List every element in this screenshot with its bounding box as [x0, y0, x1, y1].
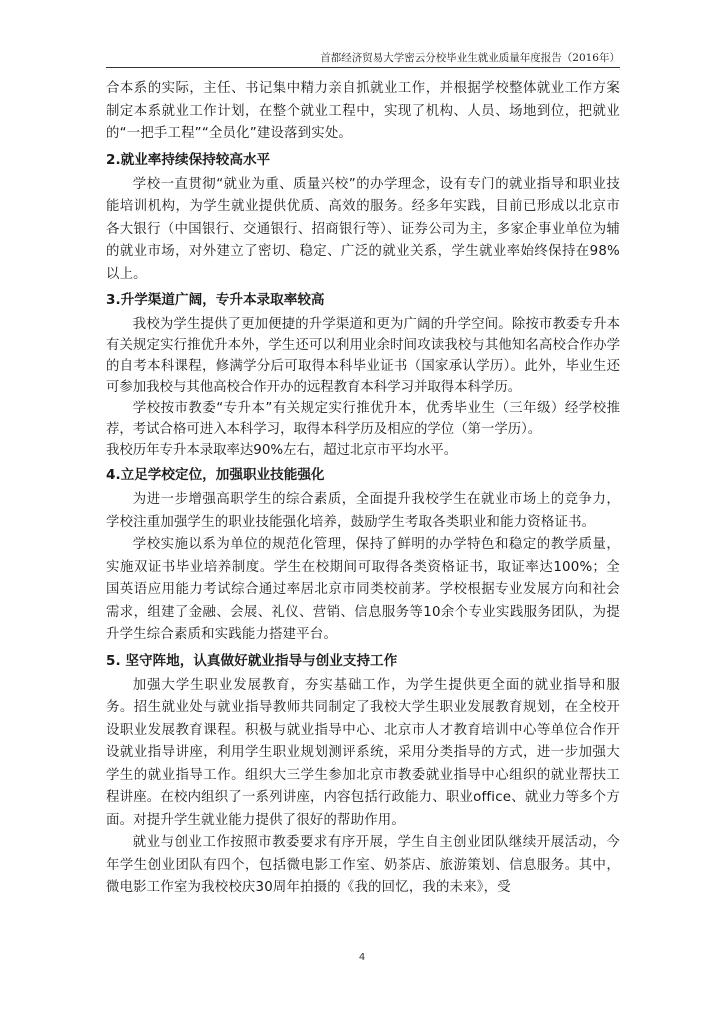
section-3-paragraph-1: 我校为学生提供了更加便捷的升学渠道和更为广阔的升学空间。除按市教委专升本有关规定实行推优升本外，学生还可以利用业余时间攻读我校与其他知名高校合作办学的自考本科课程，修满学分后可取得本科毕业证书（国家承认学历）。此外，毕业生还可参加我校与其他高校合作开办的远程教育本科学习并取得本科学历。 [106, 317, 620, 395]
header-rule [106, 67, 620, 68]
section-heading-2: 2.就业率持续保持较高水平 [106, 151, 271, 168]
page-number: 4 [358, 952, 366, 963]
section-heading-5: 5. 坚守阵地，认真做好就业指导与创业支持工作 [106, 652, 398, 669]
section-3-paragraph-2: 学校按市教委“专升本”有关规定实行推优升本，优秀毕业生（三年级）经学校推荐，考试合格可进入本科学习，取得本科学历及相应的学位（第一学历）。 [106, 401, 620, 437]
section-3-paragraph-3: 我校历年专升本录取率达90%左右，超过北京市平均水平。 [106, 443, 458, 458]
section-4-paragraph-2: 学校实施以系为单位的规范化管理，保持了鲜明的办学特色和稳定的教学质量，实施双证书毕业培养制度。学生在校期间可取得各类资格证书，取证率达100%；全国英语应用能力考试综合通过率居北京市同类校前茅。学校根据专业发展方向和社会需求，组建了金融、会展、礼仪、营销、信息服务等10余个专业实践服务团队，为提升学生综合素质和实践能力搭建平台。 [106, 537, 620, 642]
section-4-paragraph-1: 为进一步增强高职学生的综合素质，全面提升我校学生在就业市场上的竞争力，学校注重加强学生的职业技能强化培养，鼓励学生考取各类职业和能力资格证书。 [106, 492, 620, 530]
section-2-paragraph-1: 学校一直贯彻“就业为重、质量兴校”的办学理念，设有专门的就业指导和职业技能培训机构，为学生就业提供优质、高效的服务。经多年实践，目前已形成以北京市各大银行（中国银行、交通银行、招商银行等）、证券公司为主，多家企事业单位为辅的就业市场，对外建立了密切、稳定、广泛的就业关系，学生就业率始终保持在98%以上。 [106, 176, 620, 282]
section-heading-4: 4.立足学校定位，加强职业技能强化 [106, 467, 325, 483]
running-header: 首都经济贸易大学密云分校毕业生就业质量年度报告（2016年） [320, 52, 620, 64]
intro-paragraph: 合本系的实际，主任、书记集中精力亲自抓就业工作，并根据学校整体就业工作方案制定本系就业工作计划，在整个就业工程中，实现了机构、人员、场地到位，把就业的“一把手工程”“全员化”建设落到实处。 [106, 81, 620, 141]
section-5-paragraph-2: 就业与创业工作按照市教委要求有序开展，学生自主创业团队继续开展活动，今年学生创业团队有四个，包括微电影工作室、奶茶店、旅游策划、信息服务。其中，微电影工作室为我校校庆30周年拍摄的《我的回忆，我的未来》，受 [106, 835, 620, 895]
section-heading-3: 3.升学渠道广阔，专升本录取率较高 [106, 292, 325, 308]
document-body [106, 78, 620, 900]
section-5-paragraph-1: 加强大学生职业发展教育，夯实基础工作，为学生提供更全面的就业指导和服务。招生就业处与就业指导教师共同制定了我校大学生职业发展教育规划，在全校开设职业发展教育课程。积极与就业指导中心、北京市人才教育培训中心等单位合作开设就业指导讲座，利用学生职业规划测评系统，采用分类指导的方式，进一步加强大学生的就业指导工作。组织大三学生参加北京市教委就业指导中心组织的就业帮扶工程讲座。在校内组织了一系列讲座，内容包括行政能力、职业office、就业力等多个方面。对提升学生就业能力提供了很好的帮助作用。 [106, 677, 620, 828]
